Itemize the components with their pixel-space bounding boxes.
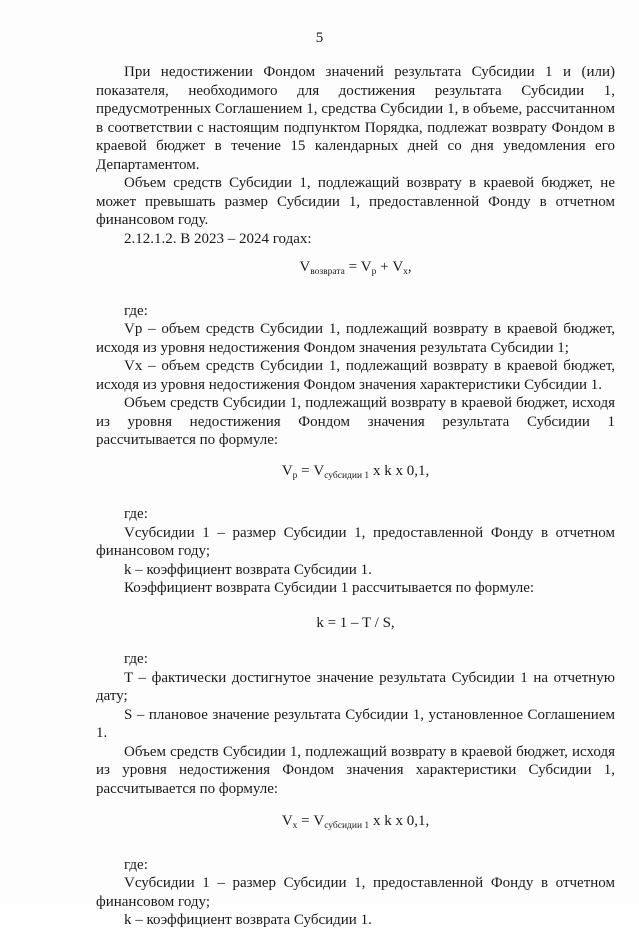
definition-k-1: k – коэффициент возврата Субсидии 1. <box>124 561 372 578</box>
formula-v-return-lhs-sub: возврата <box>310 267 345 277</box>
formula-vx <box>96 812 615 836</box>
formula-v-return-rhs-sub2: х <box>403 267 408 277</box>
formula-v-return-tail: , <box>407 259 412 275</box>
formula-vr-sub: субсидии 1 <box>324 470 370 481</box>
definition-vx: Vх – объем средств Субсидии 1, подлежащий возврату в краевой бюджет, исходя из уровня недостижения Фондом значения характеристики Субсидии 1. <box>96 358 615 393</box>
formula-v-return-rhs: = V <box>344 259 372 275</box>
paragraph-return-limit: Объем средств Субсидии 1, подлежащий возврату в краевой бюджет, не может превышать размер Субсидии 1, предоставленной Фонду в отчетном финансовом году. <box>96 175 615 228</box>
where-label-2: где: <box>124 506 148 522</box>
formula-vr <box>96 462 615 486</box>
formula-vx-sub: субсидии 1 <box>324 821 370 831</box>
where-label-1: где: <box>124 302 148 319</box>
paragraph-vr-formula-intro: Объем средств Субсидии 1, подлежащий возврату в краевой бюджет, исходя из уровня недостижения Фондом значения результата Субсидии 1 рассчитывается по формуле: <box>96 395 615 448</box>
paragraph-vx-formula-intro: Объем средств Субсидии 1, подлежащий возврату в краевой бюджет, исходя из уровня недостижения Фондом значения характеристики Субсидии 1, рассчитывается по формуле: <box>96 743 615 797</box>
definition-v-subsidy-1: Vсубсидии 1 – размер Субсидии 1, предоставленной Фонду в отчетном финансовом году; <box>96 524 615 559</box>
formula-vx-tail: x k x 0,1, <box>369 813 430 829</box>
paragraph-return-conditions: При недостижении Фондом значений результата Субсидии 1 и (или) показателя, необходимого для достижения результата Субсидии 1, предусмотренных Соглашением 1, средства Субсидии 1, в объеме, рассчитанном в соответствии с настоящим подпунктом Порядка, подлежат возврату Фондом в краевой бюджет в течение 15 календарных дней со дня уведомления его Департаментом. <box>96 64 615 173</box>
paragraph-k-formula-intro: Коэффициент возврата Субсидии 1 рассчитывается по формуле: <box>124 580 535 596</box>
where-label-3: где: <box>124 651 148 667</box>
definition-k-2: k – коэффициент возврата Субсидии 1. <box>124 912 372 928</box>
definition-vr: Vр – объем средств Субсидии 1, подлежащий возврату в краевой бюджет, исходя из уровня недостижения Фондом значения результата Субсидии 1; <box>96 321 615 356</box>
definition-t: T – фактически достигнутое значение результата Субсидии 1 на отчетную дату; <box>96 669 615 704</box>
definition-s: S – плановое значение результата Субсидии 1, установленное Соглашением 1. <box>96 706 615 741</box>
formula-vx-lhs: V <box>281 813 293 829</box>
definition-v-subsidy-2: Vсубсидии 1 – размер Субсидии 1, предоставленной Фонду в отчетном финансовом году; <box>96 875 615 910</box>
formula-vx-lhs-sub: х <box>292 821 298 831</box>
formula-vr-lhs: V <box>281 462 293 479</box>
paragraph-section-2-12-1-2: 2.12.1.2. В 2023 – 2024 годах: <box>124 230 312 247</box>
formula-v-return <box>96 258 615 282</box>
page-number: 5 <box>315 30 324 46</box>
formula-v-return-rhs-sub1: р <box>371 267 377 277</box>
formula-vx-eq: = V <box>297 813 325 829</box>
formula-vr-lhs-sub: р <box>292 470 298 481</box>
formula-vr-eq: = V <box>297 462 325 479</box>
formula-vr-tail: x k x 0,1, <box>369 462 430 479</box>
formula-v-return-lhs: V <box>299 259 311 275</box>
where-label-4: где: <box>124 856 148 873</box>
document-body <box>96 63 615 930</box>
formula-k: k = 1 – T / S, <box>316 614 395 631</box>
formula-v-return-mid: + V <box>376 259 404 275</box>
